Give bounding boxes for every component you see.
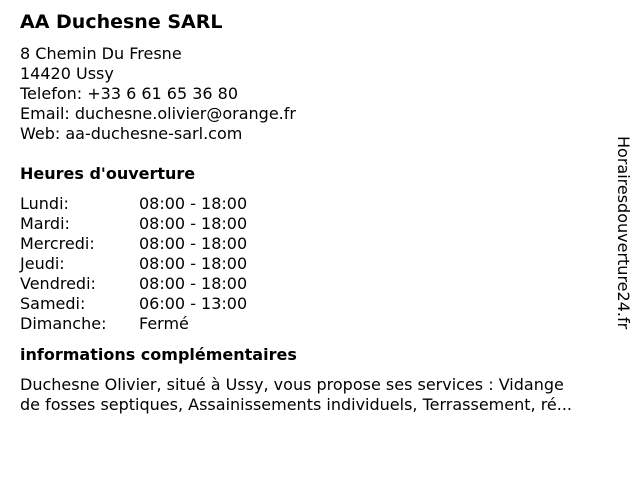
- hours-time: 08:00 - 18:00: [139, 254, 248, 273]
- hours-row-sunday: [20, 314, 620, 334]
- hours-day: Vendredi:: [20, 274, 96, 293]
- hours-row-monday: [20, 194, 620, 214]
- hours-day: Mercredi:: [20, 234, 95, 253]
- hours-row-saturday: [20, 294, 620, 314]
- hours-day: Samedi:: [20, 294, 86, 313]
- hours-day: Mardi:: [20, 214, 70, 233]
- brand-vertical-text: Horairesdouverture24.fr: [614, 136, 633, 330]
- opening-hours-list: [20, 194, 620, 334]
- additional-info-heading: informations complémentaires: [20, 345, 297, 364]
- hours-row-thursday: [20, 254, 620, 274]
- web-line: Web: aa-duchesne-sarl.com: [20, 124, 243, 143]
- additional-info-text: [20, 375, 630, 415]
- hours-time-closed: Fermé: [139, 314, 189, 333]
- hours-day: Lundi:: [20, 194, 69, 213]
- phone-line: Telefon: +33 6 61 65 36 80: [20, 84, 239, 103]
- hours-day: Jeudi:: [20, 254, 65, 273]
- brand-watermark: [612, 136, 634, 346]
- address-street: 8 Chemin Du Fresne: [20, 44, 182, 63]
- hours-time: 08:00 - 18:00: [139, 274, 248, 293]
- hours-time: 08:00 - 18:00: [139, 194, 248, 213]
- hours-time: 06:00 - 13:00: [139, 294, 248, 313]
- hours-time: 08:00 - 18:00: [139, 214, 248, 233]
- hours-row-tuesday: [20, 214, 620, 234]
- business-card: [20, 9, 620, 415]
- address-city: 14420 Ussy: [20, 64, 114, 83]
- business-name: AA Duchesne SARL: [20, 11, 223, 33]
- additional-info-line-1: Duchesne Olivier, situé à Ussy, vous propose ses services : Vidange: [20, 375, 564, 394]
- hours-row-wednesday: [20, 234, 620, 254]
- opening-hours-heading: Heures d'ouverture: [20, 164, 196, 183]
- hours-day: Dimanche:: [20, 314, 107, 333]
- additional-info-line-2: de fosses septiques, Assainissements individuels, Terrassement, ré...: [20, 395, 573, 414]
- email-line: Email: duchesne.olivier@orange.fr: [20, 104, 296, 123]
- hours-time: 08:00 - 18:00: [139, 234, 248, 253]
- hours-row-friday: [20, 274, 620, 294]
